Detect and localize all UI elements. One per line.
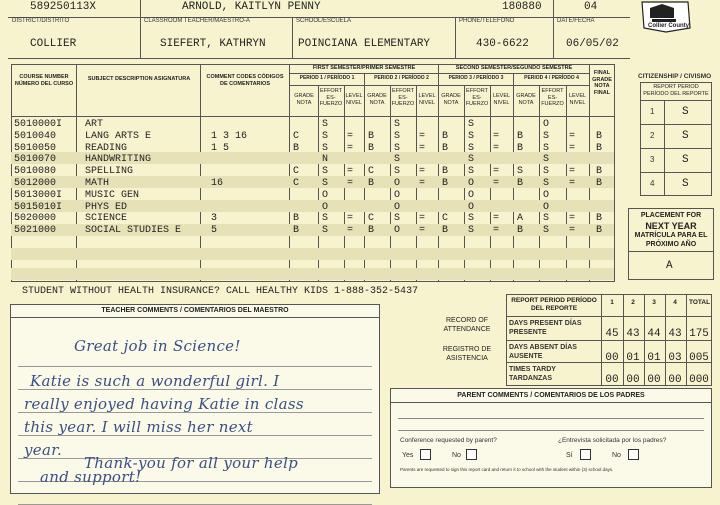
grade-cell: B xyxy=(517,225,524,237)
conference-question-es: ¿Entrevista solicitada por los padres? xyxy=(558,437,667,444)
grade-cell: O xyxy=(468,178,475,189)
comment-line-1: Great job in Science! xyxy=(74,337,241,355)
grade-cell: B xyxy=(596,130,603,142)
grade-cell: = xyxy=(347,142,354,154)
p1-level-header: LEVEL NIVEL xyxy=(345,93,363,106)
teacher-value: SIEFERT, KATHRYN xyxy=(160,38,266,50)
course-number: 5010050 xyxy=(14,142,57,154)
period4-header: PERIOD 4 / PERÍODO 4 xyxy=(524,75,579,81)
grade-cell: = xyxy=(493,166,500,178)
grade-cell: S xyxy=(543,130,550,142)
grade-cell: S xyxy=(322,213,329,225)
conference-question-en: Conference requested by parent? xyxy=(400,437,497,444)
grade-cell: C xyxy=(293,166,300,178)
course-subject: ART xyxy=(85,119,104,130)
comment-line-2: Katie is such a wonderful girl. I xyxy=(30,372,280,390)
grade-cell: O xyxy=(468,201,475,213)
course-subject: MUSIC GEN xyxy=(85,189,140,201)
course-subject: MATH xyxy=(85,178,110,189)
grade-cell: B xyxy=(442,225,449,237)
grade-cell: = xyxy=(419,130,426,142)
grade-cell: O xyxy=(543,119,550,130)
student-name: ARNOLD, KAITLYN PENNY xyxy=(182,1,321,13)
grade-cell: S xyxy=(322,130,329,142)
p3-effort-header: EFFORT ES- FUERZO xyxy=(465,88,489,107)
comment-codes: 5 xyxy=(211,225,218,237)
attendance-period-label: TOTAL xyxy=(689,299,711,306)
grade-cell: B xyxy=(442,142,449,154)
citizenship-grade: S xyxy=(682,154,689,166)
grade-cell: S xyxy=(543,178,550,189)
final-grade-header: FINAL GRADE NOTA FINAL xyxy=(592,70,612,96)
p1-grade-header: GRADE NOTA xyxy=(294,93,314,106)
p1-effort-header: EFFORT ES- FUERZO xyxy=(319,88,343,107)
grade-cell: B xyxy=(596,166,603,178)
yes-checkbox[interactable] xyxy=(420,449,431,460)
grade-cell: = xyxy=(347,166,354,178)
citizenship-period-header: REPORT PERIOD PERÍODO DEL REPORTE xyxy=(643,84,709,97)
grade-cell: B xyxy=(596,178,603,189)
grade-cell: C xyxy=(442,213,449,225)
grade-cell: S xyxy=(543,154,550,166)
subject-header: SUBJECT DESCRIPTION ASIGNATURA xyxy=(87,76,191,82)
school-label: SCHOOL/ESCUELA xyxy=(296,18,352,24)
grade-cell: S xyxy=(394,142,401,154)
p4-level-header: LEVEL NIVEL xyxy=(568,93,587,106)
date-value: 06/05/02 xyxy=(566,38,619,50)
grade-cell: = xyxy=(347,178,354,189)
attendance-value: 44 xyxy=(647,328,661,340)
teacher-comments-title: TEACHER COMMENTS / COMENTARIOS DEL MAESTRO xyxy=(101,307,289,314)
grade-cell: B xyxy=(596,213,603,225)
comment-codes: 1 5 xyxy=(211,142,230,154)
grade-cell: B xyxy=(517,178,524,189)
attendance-period-label: 2 xyxy=(631,299,635,306)
yes-label: Yes xyxy=(402,452,414,459)
placement-line1: PLACEMENT FOR xyxy=(640,212,702,219)
course-row xyxy=(11,167,614,177)
course-row xyxy=(11,214,614,224)
grade-cell: = xyxy=(493,213,500,225)
course-subject: PHYS ED xyxy=(85,201,128,213)
attendance-value: 000 xyxy=(689,374,709,386)
parent-comments-title: PARENT COMMENTS / COMENTARIOS DE LOS PADRES xyxy=(457,392,645,399)
grade-cell: = xyxy=(569,178,576,189)
attendance-value: 00 xyxy=(647,374,661,386)
grade-cell: S xyxy=(468,213,475,225)
placement-line3: MATRÍCULA PARA EL xyxy=(634,232,708,239)
teacher-label: CLASSROOM TEACHER/MAESTRO-A xyxy=(144,18,250,24)
grade-cell: O xyxy=(468,189,475,201)
course-row xyxy=(11,179,614,189)
comment-line-4: this year. I will miss her next xyxy=(24,418,253,436)
school-value: POINCIANA ELEMENTARY xyxy=(298,38,431,50)
comment-line-5: year. xyxy=(24,441,63,459)
attendance-value: 00 xyxy=(668,374,682,386)
no-es-checkbox[interactable] xyxy=(628,449,639,460)
p4-effort-header: EFFORT ES- FUERZO xyxy=(541,88,564,107)
grade-cell: B xyxy=(517,130,524,142)
period1-header: PERIOD 1 / PERÍODO 1 xyxy=(299,75,355,81)
grade-cell: S xyxy=(322,166,329,178)
si-checkbox[interactable] xyxy=(580,449,591,460)
grade-cell: = xyxy=(419,142,426,154)
grade-cell: S xyxy=(394,119,401,130)
course-number: 5015010I xyxy=(14,201,63,213)
grade-cell: C xyxy=(368,213,375,225)
health-insurance-notice: STUDENT WITHOUT HEALTH INSURANCE? CALL HEALTHY KIDS 1-888-352-5437 xyxy=(22,286,419,297)
grade-cell: S xyxy=(468,225,475,237)
comment-codes: 3 xyxy=(211,213,218,225)
attendance-row-label: TIMES TARDY TARDANZAS xyxy=(509,366,556,382)
grade-cell: S xyxy=(543,213,550,225)
grade-cell: N xyxy=(322,154,329,166)
grade-cell: O xyxy=(394,189,401,201)
attendance-period-label: 3 xyxy=(652,299,656,306)
citizenship-title: CITIZENSHIP / CIVISMO xyxy=(638,73,712,80)
district-label: DISTRICT/DISTRITO xyxy=(12,18,70,24)
citizenship-period: 2 xyxy=(650,131,655,140)
course-number: 5013000I xyxy=(14,189,63,201)
district-value: COLLIER xyxy=(30,38,77,50)
course-number: 5010080 xyxy=(14,166,57,178)
phone-value: 430-6622 xyxy=(476,38,529,50)
period3-header: PERIOD 3 / PERÍODO 3 xyxy=(448,75,504,81)
grade-cell: B xyxy=(596,225,603,237)
grade-cell: O xyxy=(394,225,401,237)
grade-cell: S xyxy=(322,178,329,189)
comment-line-7: and support! xyxy=(40,468,142,486)
first-semester-header: FIRST SEMESTER/PRIMER SEMESTRE xyxy=(312,65,416,71)
attendance-record-es: REGISTRO DE ASISTENCIA xyxy=(442,346,492,362)
comment-line-3: really enjoyed having Katie in class xyxy=(24,395,304,413)
grade-cell: S xyxy=(543,166,550,178)
grade-cell: B xyxy=(368,130,375,142)
grade-cell: = xyxy=(347,225,354,237)
course-row xyxy=(11,144,614,154)
no-es-label: No xyxy=(612,452,621,459)
grade-cell: B xyxy=(293,142,300,154)
comment-codes: 1 3 16 xyxy=(211,130,248,142)
grade-cell: S xyxy=(322,119,329,130)
grade-cell: B xyxy=(293,225,300,237)
course-number: 5010000I xyxy=(14,119,63,130)
date-label: DATE/FECHA xyxy=(557,18,595,24)
p3-grade-header: GRADE NOTA xyxy=(441,93,461,106)
attendance-value: 00 xyxy=(605,352,619,364)
grade-cell: O xyxy=(543,201,550,213)
attendance-period-label: 4 xyxy=(673,299,677,306)
p4-grade-header: GRADE NOTA xyxy=(516,93,536,106)
course-subject: READING xyxy=(85,142,128,154)
citizenship-period: 3 xyxy=(650,155,655,164)
course-number-header: COURSE NUMBER NÚMERO DEL CURSO xyxy=(14,74,74,87)
grade-level: 04 xyxy=(584,1,598,13)
course-row xyxy=(11,226,614,236)
grade-cell: = xyxy=(569,142,576,154)
grade-cell: S xyxy=(517,166,524,178)
grade-cell: C xyxy=(368,166,375,178)
attendance-value: 00 xyxy=(626,374,640,386)
grade-cell: B xyxy=(596,142,603,154)
grade-cell: B xyxy=(442,166,449,178)
parent-sign-note: Parents are requested to sign this report card and return it to school with the student within (3) school days. xyxy=(400,467,614,472)
grade-cell: S xyxy=(322,142,329,154)
attendance-value: 43 xyxy=(626,328,640,340)
attendance-value: 175 xyxy=(689,328,709,340)
attendance-value: 00 xyxy=(605,374,619,386)
citizenship-grade: S xyxy=(682,178,689,190)
attendance-value: 01 xyxy=(647,352,661,364)
grade-cell: O xyxy=(322,201,329,213)
grade-cell: = xyxy=(419,178,426,189)
grade-cell: B xyxy=(368,225,375,237)
grade-cell: S xyxy=(394,154,401,166)
grade-cell: C xyxy=(293,178,300,189)
student-id: 589250113X xyxy=(30,1,97,13)
course-row xyxy=(11,191,614,201)
comment-line-6: Thank-you for all your help xyxy=(84,454,299,472)
course-subject: SCIENCE xyxy=(85,213,128,225)
school-district-logo xyxy=(638,0,694,34)
course-row xyxy=(11,120,614,130)
grade-cell: S xyxy=(468,142,475,154)
course-subject: SOCIAL STUDIES E xyxy=(85,225,182,237)
grade-cell: B xyxy=(442,178,449,189)
grade-cell: = xyxy=(569,225,576,237)
grade-cell: O xyxy=(543,189,550,201)
grade-cell: = xyxy=(569,213,576,225)
grade-cell: = xyxy=(419,166,426,178)
grade-cell: B xyxy=(517,142,524,154)
grade-cell: S xyxy=(322,225,329,237)
grade-cell: S xyxy=(394,166,401,178)
phone-label: PHONE/TELEFONO xyxy=(459,18,515,24)
grade-cell: = xyxy=(493,130,500,142)
no-checkbox[interactable] xyxy=(466,449,477,460)
grade-cell: S xyxy=(468,166,475,178)
attendance-value: 43 xyxy=(668,328,682,340)
attendance-row-label: DAYS ABSENT DÍAS AUSENTE xyxy=(509,344,577,360)
p3-level-header: LEVEL NIVEL xyxy=(492,93,511,106)
attendance-period-header: REPORT PERIOD PERÍODO DEL REPORTE xyxy=(511,297,597,312)
grade-cell: = xyxy=(347,213,354,225)
si-label: Sí xyxy=(566,452,573,459)
grade-cell: = xyxy=(493,178,500,189)
course-number: 5021000 xyxy=(14,225,57,237)
grade-cell: S xyxy=(394,213,401,225)
course-row xyxy=(11,132,614,142)
course-number: 5010040 xyxy=(14,130,57,142)
grade-cell: B xyxy=(368,142,375,154)
citizenship-period: 4 xyxy=(650,179,655,188)
p2-grade-header: GRADE NOTA xyxy=(367,93,387,106)
grade-cell: = xyxy=(419,213,426,225)
attendance-value: 01 xyxy=(626,352,640,364)
course-number: 5020000 xyxy=(14,213,57,225)
citizenship-period: 1 xyxy=(650,107,655,116)
grade-cell: = xyxy=(569,130,576,142)
course-row xyxy=(11,155,614,165)
p2-effort-header: EFFORT ES- FUERZO xyxy=(391,88,415,107)
grade-cell: = xyxy=(347,130,354,142)
grade-cell: S xyxy=(468,130,475,142)
placement-line4: PRÓXIMO AÑO xyxy=(645,241,697,248)
attendance-period-label: 1 xyxy=(610,299,614,306)
grade-cell: = xyxy=(493,142,500,154)
attendance-value: 03 xyxy=(668,352,682,364)
grade-cell: C xyxy=(293,130,300,142)
grade-cell: O xyxy=(394,201,401,213)
second-semester-header: SECOND SEMESTER/SEGUNDO SEMESTRE xyxy=(455,65,573,71)
course-number: 5010070 xyxy=(14,154,57,166)
grade-cell: B xyxy=(368,178,375,189)
no-label: No xyxy=(452,452,461,459)
citizenship-grade: S xyxy=(682,130,689,142)
attendance-value: 005 xyxy=(689,352,709,364)
placement-line2: NEXT YEAR xyxy=(645,221,697,231)
course-subject: LANG ARTS E xyxy=(85,130,152,142)
p2-level-header: LEVEL NIVEL xyxy=(418,93,436,106)
grade-cell: = xyxy=(493,225,500,237)
logo-text: Collier County xyxy=(648,23,690,29)
grade-cell: B xyxy=(442,130,449,142)
citizenship-grade: S xyxy=(682,106,689,118)
grade-cell: = xyxy=(419,225,426,237)
placement-value: A xyxy=(666,260,673,272)
grade-cell: S xyxy=(543,225,550,237)
grade-cell: S xyxy=(394,130,401,142)
grade-cell: A xyxy=(517,213,524,225)
attendance-row-label: DAYS PRESENT DÍAS PRESENTE xyxy=(509,320,582,336)
grade-cell: S xyxy=(543,142,550,154)
course-subject: HANDWRITING xyxy=(85,154,152,166)
grade-cell: S xyxy=(468,119,475,130)
attendance-value: 45 xyxy=(605,328,619,340)
course-row xyxy=(11,203,614,213)
grade-cell: = xyxy=(569,166,576,178)
course-subject: SPELLING xyxy=(85,166,134,178)
comment-codes: 16 xyxy=(211,178,224,189)
grade-cell: B xyxy=(293,213,300,225)
period2-header: PERIOD 2 / PERÍODO 2 xyxy=(374,75,429,81)
grade-cell: O xyxy=(322,189,329,201)
grade-cell: O xyxy=(394,178,401,189)
comment-codes-header: COMMENT CODES CÓDIGOS DE COMENTARIOS xyxy=(206,74,284,87)
attendance-record-en: RECORD OF ATTENDANCE xyxy=(443,317,491,333)
grade-cell: S xyxy=(468,154,475,166)
course-number: 5012000 xyxy=(14,178,57,189)
student-number: 180880 xyxy=(502,1,542,13)
